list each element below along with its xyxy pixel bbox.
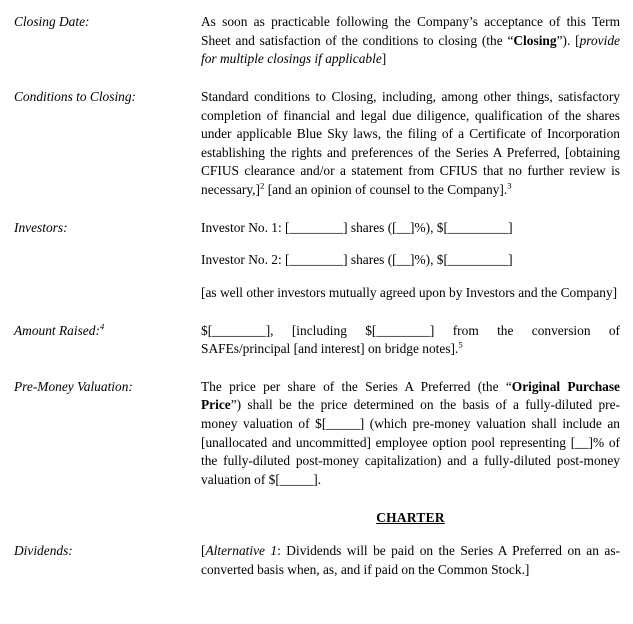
pre-money-label: Pre-Money Valuation: <box>14 378 133 394</box>
text-segment: As soon as practicable following the Company’s acceptance of this Term Sheet and satisfaction of the conditions to closing (the “ <box>201 14 620 48</box>
conditions-label: Conditions to Closing: <box>14 88 137 104</box>
footnote-ref-4: 4 <box>99 321 105 332</box>
row-investors <box>14 219 620 303</box>
footnote-ref-5: 5 <box>458 339 463 350</box>
text-segment: [ <box>201 543 206 559</box>
text-segment: : Dividends will be paid on the Series A Preferred on an as-converted basis when, as, and if paid on the Common Stock.] <box>201 543 620 577</box>
text-segment: ”) shall be the price determined on the basis of a fully-diluted pre-money valuation of $[_____] (which pre-money valuation shall include an [unallocated and uncommitted] employee option pool representing [__]% of the fully-diluted post-money capitalization) and a fully-diluted post-money valuation of $[_____]. <box>201 397 620 487</box>
text-segment: ] <box>381 51 387 67</box>
investor-line-2: Investor No. 2: [________] shares ([__]%), $[_________] <box>201 252 513 268</box>
text-segment: Standard conditions to Closing, including, among other things, satisfactory completion of financial and legal due diligence, qualification of the shares under applicable Blue Sky laws, the filing of a Certificate of Incorporation establishing the rights and preferences of the Series A Preferred, [obtaining CFIUS clearance and/or a statement from CFIUS that no further review is necessary,] <box>201 88 620 197</box>
bold-term-original-purchase-price: Original Purchase Price <box>201 378 620 413</box>
row-amount-raised <box>14 322 620 359</box>
row-charter-heading <box>14 509 620 528</box>
text-segment: $[________], [including $[________] from the conversion of SAFEs/principal [and interest] on bridge notes]. <box>201 322 620 357</box>
dividends-content <box>201 542 620 579</box>
paragraph <box>201 542 620 579</box>
text-segment: ”). [ <box>556 32 580 48</box>
charter-heading: CHARTER <box>376 509 445 525</box>
text-segment: [and an opinion of counsel to the Company]. <box>264 182 508 197</box>
investors-label: Investors: <box>14 219 68 235</box>
other-investors-note: [as well other investors mutually agreed upon by Investors and the Company] <box>201 284 618 300</box>
paragraph <box>201 13 620 69</box>
closing-date-label: Closing Date: <box>14 14 90 29</box>
row-dividends <box>14 542 620 579</box>
footnote-ref-2: 2 <box>259 180 265 191</box>
conditions-content <box>201 88 620 200</box>
paragraph <box>201 88 620 200</box>
charter-empty-label <box>14 509 201 528</box>
closing-date-content <box>201 13 620 69</box>
label-text: Amount Raised: <box>14 322 100 338</box>
paragraph <box>201 322 620 359</box>
investors-content <box>201 219 620 303</box>
row-closing-date <box>14 13 620 69</box>
amount-raised-label <box>14 322 201 359</box>
pre-money-content <box>201 378 620 490</box>
footnote-ref-3: 3 <box>507 180 512 191</box>
amount-raised-content <box>201 322 620 359</box>
charter-content <box>201 509 620 528</box>
investor-line-1: Investor No. 1: [________] shares ([__]%), $[_________] <box>201 219 513 235</box>
row-pre-money-valuation <box>14 378 620 490</box>
alternative-1-label: Alternative 1 <box>205 543 278 559</box>
paragraph <box>201 378 620 490</box>
text-segment: The price per share of the Series A Preferred (the “ <box>201 378 512 394</box>
row-conditions-to-closing <box>14 88 620 200</box>
bold-term-closing: Closing <box>513 32 557 48</box>
drafting-note: provide for multiple closings if applicable <box>201 32 620 67</box>
dividends-label: Dividends: <box>14 543 73 559</box>
